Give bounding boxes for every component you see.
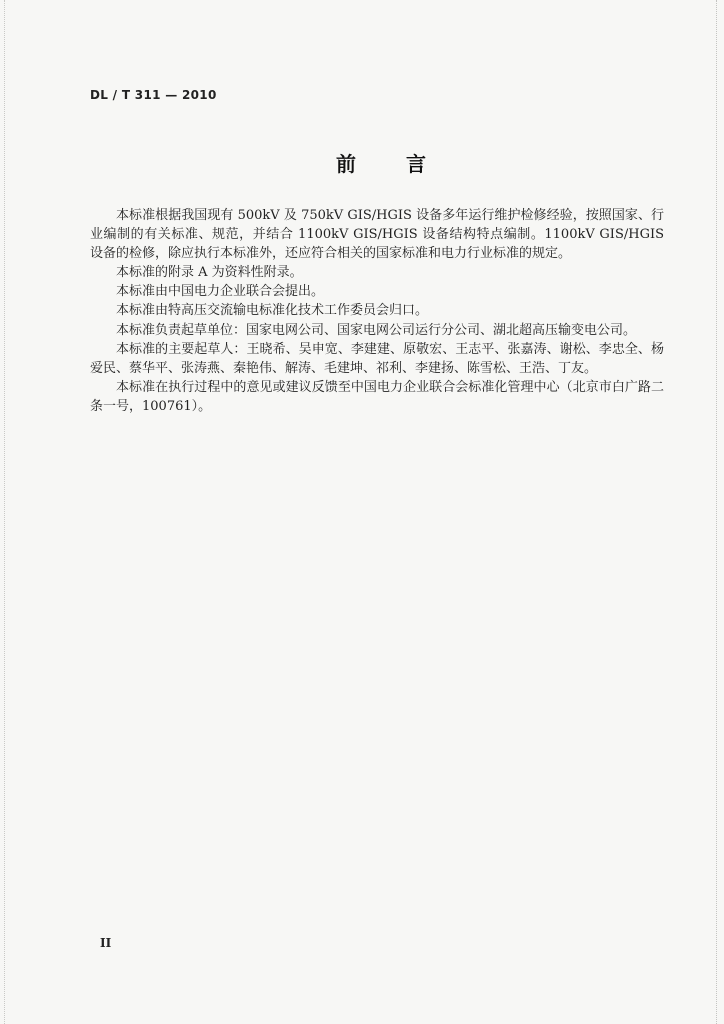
foreword-body bbox=[90, 206, 664, 416]
paragraph-basis: 本标准根据我国现有 500kV 及 750kV GIS/HGIS 设备多年运行维护检修经验，按照国家、行业编制的有关标准、规范，并结合 1100kV GIS/HGIS 设备结构特点编制。1100kV GIS/HGIS 设备的检修，除应执行本标准外，还应符合相关的国家标准和电力行业标准的规定。 bbox=[90, 208, 664, 262]
title-char-1: 前 bbox=[336, 152, 356, 176]
paragraph-drafters: 本标准的主要起草人：王晓希、吴申宽、李建建、原敬宏、王志平、张嘉涛、谢松、李忠全、杨爱民、蔡华平、张涛燕、秦艳伟、解涛、毛建坤、祁利、李建扬、陈雪松、王浩、丁友。 bbox=[90, 341, 664, 376]
standard-code-header: DL / T 311 — 2010 bbox=[90, 88, 217, 102]
paragraph-appendix: 本标准的附录 A 为资料性附录。 bbox=[116, 265, 303, 281]
paragraph-committee: 本标准由特高压交流输电标准化技术工作委员会归口。 bbox=[116, 303, 429, 319]
page-number: II bbox=[100, 936, 112, 950]
scan-right-edge bbox=[716, 0, 718, 1024]
title-char-2: 言 bbox=[406, 152, 426, 176]
paragraph-drafting-units: 本标准负责起草单位：国家电网公司、国家电网公司运行分公司、湖北超高压输变电公司。 bbox=[116, 322, 637, 338]
paragraph-proposer: 本标准由中国电力企业联合会提出。 bbox=[116, 284, 325, 300]
paragraph-feedback: 本标准在执行过程中的意见或建议反馈至中国电力企业联合会标准化管理中心（北京市白广路二条一号，100761）。 bbox=[90, 379, 664, 414]
section-title-foreword bbox=[336, 148, 426, 177]
scan-left-edge bbox=[4, 0, 6, 1024]
